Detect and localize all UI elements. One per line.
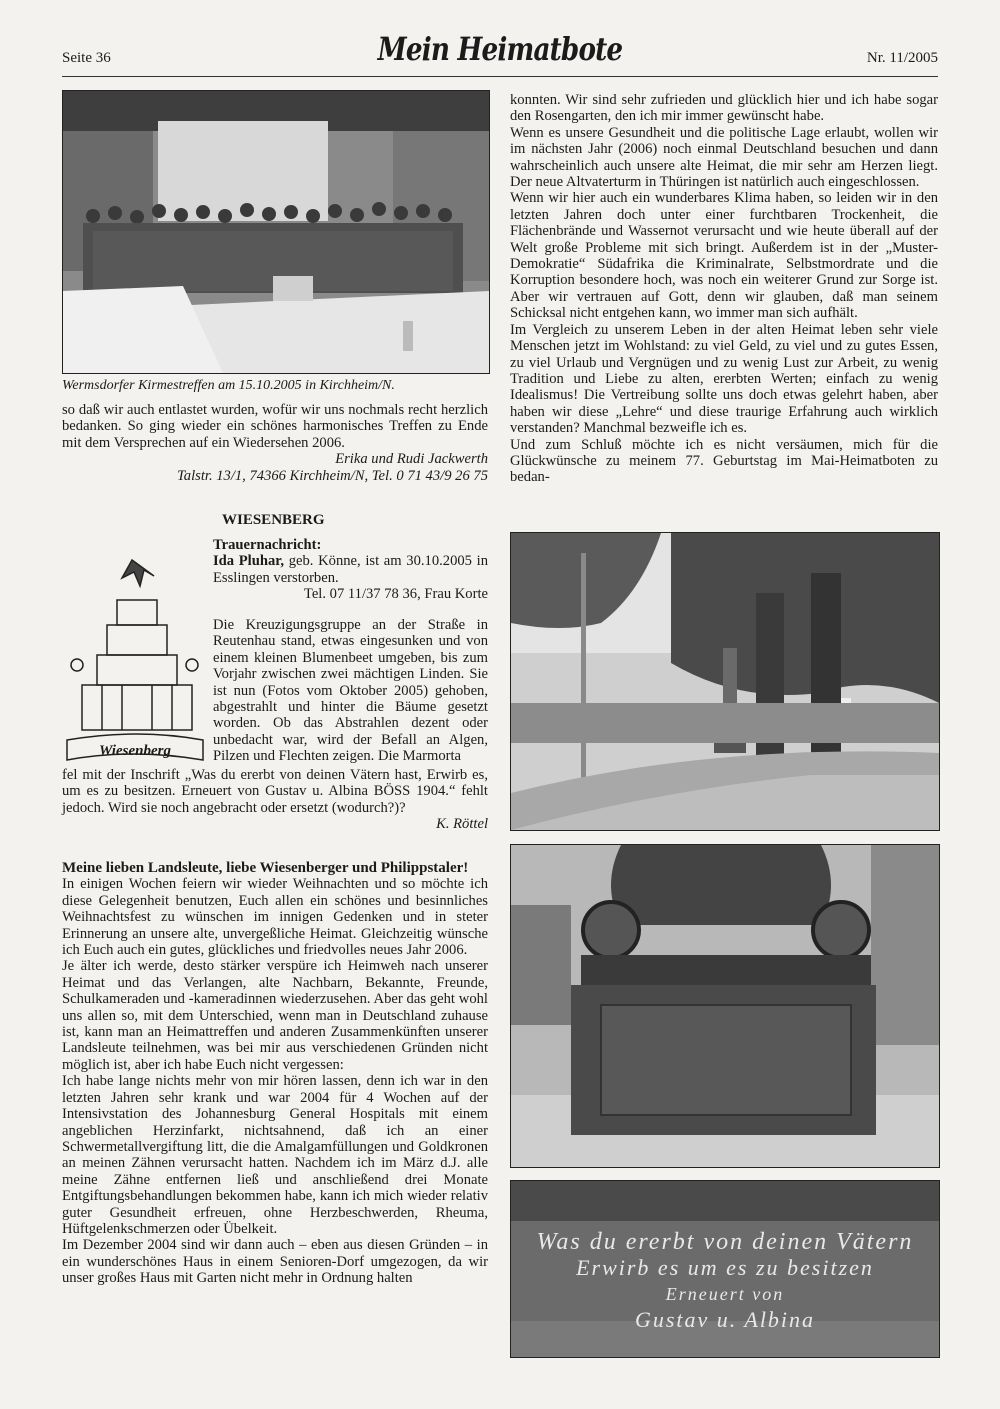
letter-paragraph-3: Ich habe lange nichts mehr von mir hören lassen, denn ich war in den letzten Jahren sehr krank und war 2004 für 4 Wochen auf der Intensivstation des Johannesburg General Hospitals mit einem angeblichen Herzinfarkt, nichtsahnend, daß ich an einer Schwermetallvergiftung litt, die die Amalgamfüllungen und Goldkronen an meinen Zähnen verursacht hatten. Nachdem ich im März d.J. alle meine Zähne entfernen ließ und anschließend drei Monate Entgiftungsbehandlungen bekommen habe, kann ich mich wieder relativ guter Gesundheit erfreuen, ohne Herzbeschwerden, Rheuma, Hüftgelenkschmerzen oder Übelkeit.	[62, 1073, 488, 1237]
letter-title: Meine lieben Landsleute, liebe Wiesenberger und Philippstaler!	[62, 860, 469, 876]
inscription-photo	[510, 1180, 940, 1358]
letter-paragraph-2: Je älter ich werde, desto stärker verspüre ich Heimweh nach unserer Heimat und das Verlangen, alte Nachbarn, Bekannte, Freunde, Schulkameraden und -kameradinnen wiederzusehen. Aber das geht wohl uns allen so, mit dem Unterschied, wenn man in Deutschland zuhause ist, kann man an Heimattreffen und anderen Zusammenkünften unserer Landsleute teilnehmen, was bei mir aus verschiedenen Gründen nicht möglich ist, aber ich habe Euch nicht vergessen:	[62, 958, 488, 1073]
inscription-line-1: Was du ererbt von deinen Vätern	[536, 1229, 914, 1255]
death-notice-title: Trauernachricht:	[213, 537, 322, 553]
col2-paragraph-1: konnten. Wir sind sehr zufrieden und glücklich hier und ich habe sogar den Rosengarten, den ich mir immer gewünscht habe.	[510, 92, 938, 125]
crucifix-article-tail	[62, 767, 488, 833]
col1-paragraph: so daß wir auch entlastet wurden, wofür wir uns nochmals recht herzlich bedanken. So ging wieder ein schönes harmonisches Treffen zu Ende mit dem Versprechen auf ein Wiedersehen 2006.	[62, 402, 488, 451]
section-heading-wiesenberg: WIESENBERG	[222, 512, 325, 528]
death-notice-text: geb. Könne, ist am 30.10.2005 in Esslingen verstorben.	[213, 553, 489, 586]
issue-number: Nr. 11/2005	[866, 50, 938, 66]
col2-paragraph-4: Im Vergleich zu unserem Leben in der alten Heimat leben sehr viele Menschen jetzt im Wohlstand: zu viel Geld, zu viel und zu gutes Essen, zu viel Urlaub und Vergnügen und zu wenig Lust zur Arbeit, zu wenig Tradition und Liebe zu alten, ererbten Werten; einfach zu wenig Idealismus! Die Vertreibung sollte uns doch etwas gelehrt haben, aber haben wir diese „Lehre“ und diese traurige Erfahrung auch wirklich verstanden? Manchmal bezweifle ich es.	[510, 321, 938, 437]
crucifix-road-photo	[510, 532, 940, 831]
emblem-label: Wiesenberg	[99, 743, 171, 759]
inscription-line-3: Erneuert von	[665, 1284, 785, 1304]
crucifix-article-part1: Die Kreuzigungsgruppe an der Straße in Reutenhau stand, etwas eingesunken und von einem kleinen Blumenbeet umgeben, bis zum Vorjahr zwischen zwei mächtigen Linden. Sie ist nun (Fotos vom Oktober 2005) gehoben, abgestrahlt und hinter die Bäume gesetzt worden. Ob das Abstrahlen dezent oder unbedacht war, wird der Befall an Algen, Pilzen und Flechten zeigen. Die Marmorta	[213, 617, 488, 765]
group-photo-caption: Wermsdorfer Kirmestreffen am 15.10.2005 in Kirchheim/N.	[62, 378, 395, 393]
col2-paragraph-5: Und zum Schluß möchte ich es nicht versäumen, mich für die Glückwünsche zu meinem 77. Geburtstag im Mai-Heimatboten zu bedan-	[510, 436, 938, 486]
stone-base-photo	[510, 844, 940, 1168]
wiesenberg-emblem	[62, 555, 208, 770]
signature-names: Erika und Rudi Jackwerth	[335, 451, 488, 468]
masthead-logo: Mein Heimatbote	[377, 30, 623, 68]
letter	[62, 860, 488, 1287]
group-photo	[62, 90, 490, 374]
col2-paragraph-2: Wenn es unsere Gesundheit und die politische Lage erlaubt, wollen wir im nächsten Jahr (2006) noch einmal Deutschland besuchen und dann wahrscheinlich auch unsere alte Heimat, die mir sehr am Herzen liegt. Der neue Altvaterturm in Thüringen ist natürlich auch eingeschlossen.	[510, 124, 938, 191]
signature-address: Talstr. 13/1, 74366 Kirchheim/N, Tel. 0 71 43/9 26 75	[177, 467, 488, 484]
inscription-line-4: Gustav u. Albina	[634, 1307, 816, 1332]
col2-paragraph-3: Wenn wir hier auch ein wunderbares Klima haben, so leiden wir in den letzten Jahren doch unter einer furchtbaren Trockenheit, die Flächenbrände und Wassernot verursacht und wie heute überall auf der Welt große Probleme mit sich bringt. Außerdem ist in der „Muster-Demokratie“ Südafrika die Kriminalrate, Selbstmordrate und die Korruption besondere hoch, was noch ein weiterer Grund zur Sorge ist. Aber wir vertrauen auf Gott, denn wir glauben, daß man seinem Schicksal nicht entgehen kann, wo immer man sich aufhält.	[510, 190, 938, 322]
inscription-text	[515, 1229, 935, 1333]
death-notice-contact: Tel. 07 11/37 78 36, Frau Korte	[303, 586, 488, 603]
death-notice-body	[213, 553, 488, 586]
inscription-line-2: Erwirb es um es zu besitzen	[576, 1255, 874, 1280]
death-notice	[213, 537, 488, 603]
letter-paragraph-4: Im Dezember 2004 sind wir dann auch – eben aus diesen Gründen – in ein wunderschönes Haus in einem Senioren-Dorf umgezogen, da wir unser großes Haus mit Garten nicht mehr in Ordnung halten	[62, 1237, 488, 1287]
crucifix-tail-text: fel mit der Inschrift „Was du ererbt von deinen Vätern hast, Erwirb es, um es zu besitzen. Erneuert von Gustav u. Albina BÖSS 1904.“ fehlt jedoch. Wird sie noch angebracht oder ersetzt (wodurch?)?	[62, 767, 488, 816]
header-rule	[62, 76, 938, 77]
deceased-name: Ida Pluhar,	[213, 553, 285, 570]
col2-text	[510, 92, 938, 486]
crucifix-signature: K. Röttel	[436, 816, 488, 833]
letter-paragraph-1: In einigen Wochen feiern wir wieder Weihnachten und so möchte ich diese Gelegenheit benutzen, Euch allen ein schönes und besinnliches Weihnachtsfest zu wünschen im innigen Gedenken und in steter Erinnerung an unsere alte, unvergeßliche Heimat. Gleichzeitig wünsche ich Euch auch ein gutes, glückliches und friedvolles neues Jahr 2006.	[62, 876, 488, 959]
col1-intro	[62, 402, 488, 484]
page-number: Seite 36	[62, 50, 111, 66]
